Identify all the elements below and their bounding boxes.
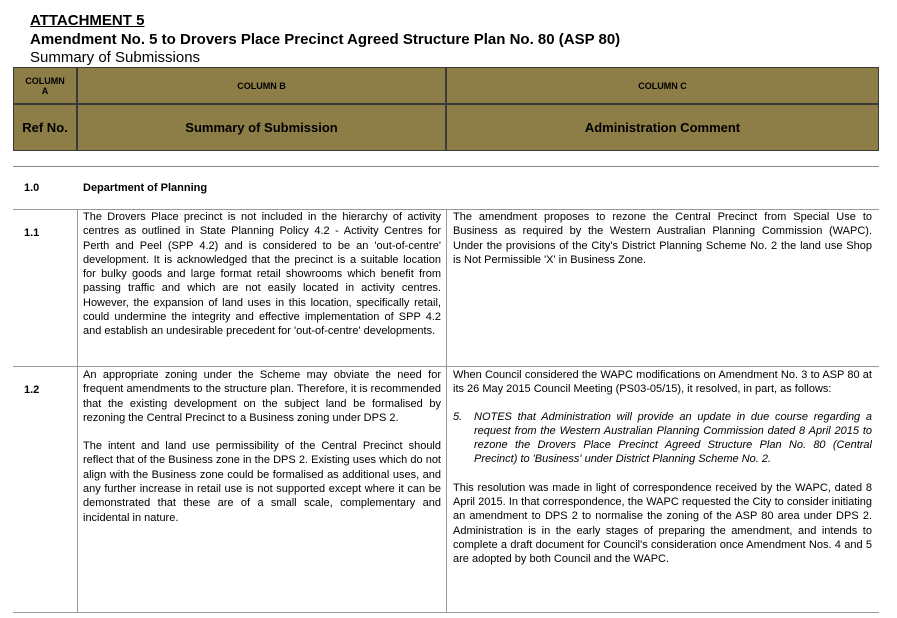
submission-text: The Drovers Place precinct is not included in the hierarchy of activity centres as outlined in State Planning Policy 4.2 - Activity Centres for Perth and Peel (SPP 4.2) and is considered to be an 'out-of-centre' development. It is acknowledged that the precinct is a suitable location for bulky goods and large format retail showrooms which benefit from passing traffic and which are not easily located in activity centres. However, the expansion of land uses in this location, specifically retail, could undermine the integrity and effective implementation of SPP 4.2 and establish an undesirable precedent for 'out-of-centre' developments.: [83, 211, 441, 338]
row-ref: 1.1: [24, 227, 40, 239]
resolution-quote: [453, 410, 872, 467]
column-c-header: COLUMN C: [446, 67, 879, 104]
section-ref: 1.0: [24, 182, 40, 194]
quote-text: NOTES that Administration will provide an update in due course regarding a request from the Western Australian Planning Commission dated 8 April 2015 to rezone the Drovers Place Precinct Agreed Structure Plan No. 80 (Central Precinct) to 'Business' under District Planning Scheme No. 2.: [474, 410, 872, 466]
attachment-label: ATTACHMENT 5: [30, 12, 145, 29]
table-rule: [13, 612, 879, 613]
document-subtitle: Summary of Submissions: [30, 49, 201, 66]
summary-header: Summary of Submission: [77, 104, 446, 151]
quote-number: 5.: [453, 410, 463, 423]
comment-intro: When Council considered the WAPC modifications on Amendment No. 3 to ASP 80 at its 26 May 2015 Council Meeting (PS03-05/15), it resolved, in part, as follows:: [453, 369, 872, 396]
table-rule: [13, 166, 879, 167]
ref-no-header: Ref No.: [13, 104, 77, 151]
comment-outro: This resolution was made in light of correspondence received by the WAPC, dated 8 April 2015. In that correspondence, the WAPC requested the City to consider initiating an amendment to DPS 2 to normalise the zoning of the ASP 80 area under DPS 2. Administration is in the early stages of preparing the amendment, and intends to complete a draft document for Council's consideration once Amendment Nos. 4 and 5 are adopted by both Council and the WAPC.: [453, 481, 872, 566]
admin-comment-text: The amendment proposes to rezone the Central Precinct from Special Use to Business as required by the Western Australian Planning Commission (WAPC). Under the provisions of the City's District Planning Scheme No. 2 the land use Shop is Not Permissible 'X' in Business Zone.: [453, 211, 872, 266]
section-title: Department of Planning: [83, 182, 208, 194]
admin-comment-text: [453, 368, 872, 567]
submission-text: An appropriate zoning under the Scheme may obviate the need for frequent amendments to the structure plan. Therefore, it is recommended that the existing development on the subject land be formalised by rezoning the Central Precinct to a Business zoning under DPS 2. The intent and land use permissibility of the Central Precinct should reflect that of the Business zone in the DPS 2. Existing uses which do not align with the Business zone could be formalised as additional uses, and any further increase in retail use is not supported except where it can be demonstrated that these are of a small scale, complementary and incidental in nature.: [83, 369, 441, 524]
admin-comment-header: Administration Comment: [446, 104, 879, 151]
document-title: Amendment No. 5 to Drovers Place Precinct Agreed Structure Plan No. 80 (ASP 80): [30, 31, 621, 48]
row-ref: 1.2: [24, 384, 40, 396]
column-divider: [446, 209, 447, 612]
column-divider: [77, 209, 78, 612]
column-b-header: COLUMN B: [77, 67, 446, 104]
column-a-header: COLUMN A: [13, 67, 77, 104]
